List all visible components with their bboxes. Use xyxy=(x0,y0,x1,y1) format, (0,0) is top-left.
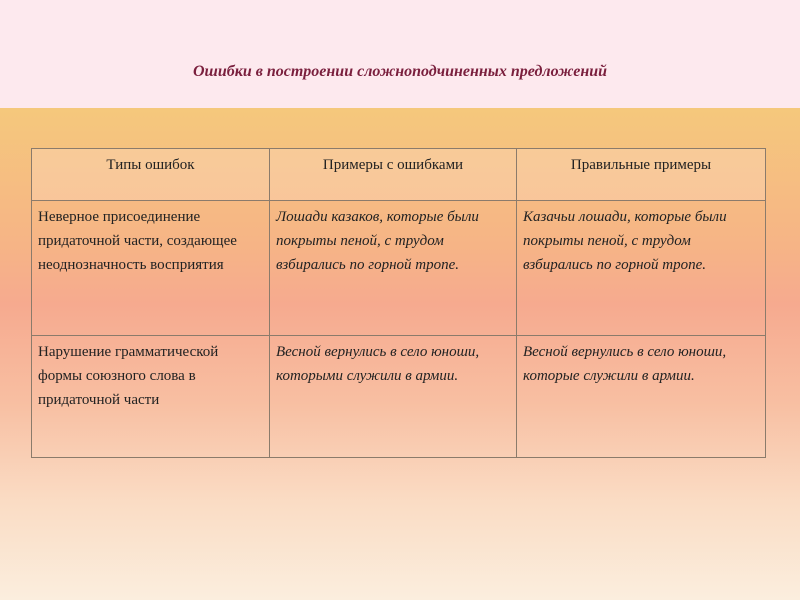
header-error-types: Типы ошибок xyxy=(32,149,270,201)
error-type-cell: Неверное присоединение придаточной части, создающее неоднозначность восприятия xyxy=(32,201,270,336)
table-row xyxy=(32,336,766,458)
correct-example-cell: Казачьи лошади, которые были покрыты пеной, с трудом взбирались по горной тропе. xyxy=(517,201,766,336)
header-correct-examples: Правильные примеры xyxy=(517,149,766,201)
errors-table xyxy=(31,148,766,458)
slide-title: Ошибки в построении сложноподчиненных предложений xyxy=(192,63,608,80)
correct-example-cell: Весной вернулись в село юноши, которые служили в армии. xyxy=(517,336,766,458)
table-header-row xyxy=(32,149,766,201)
header-wrong-examples: Примеры с ошибками xyxy=(270,149,517,201)
wrong-example-cell: Лошади казаков, которые были покрыты пеной, с трудом взбирались по горной тропе. xyxy=(270,201,517,336)
title-band xyxy=(0,0,800,108)
error-type-cell: Нарушение грамматической формы союзного слова в придаточной части xyxy=(32,336,270,458)
wrong-example-cell: Весной вернулись в село юноши, которыми служили в армии. xyxy=(270,336,517,458)
table-row xyxy=(32,201,766,336)
